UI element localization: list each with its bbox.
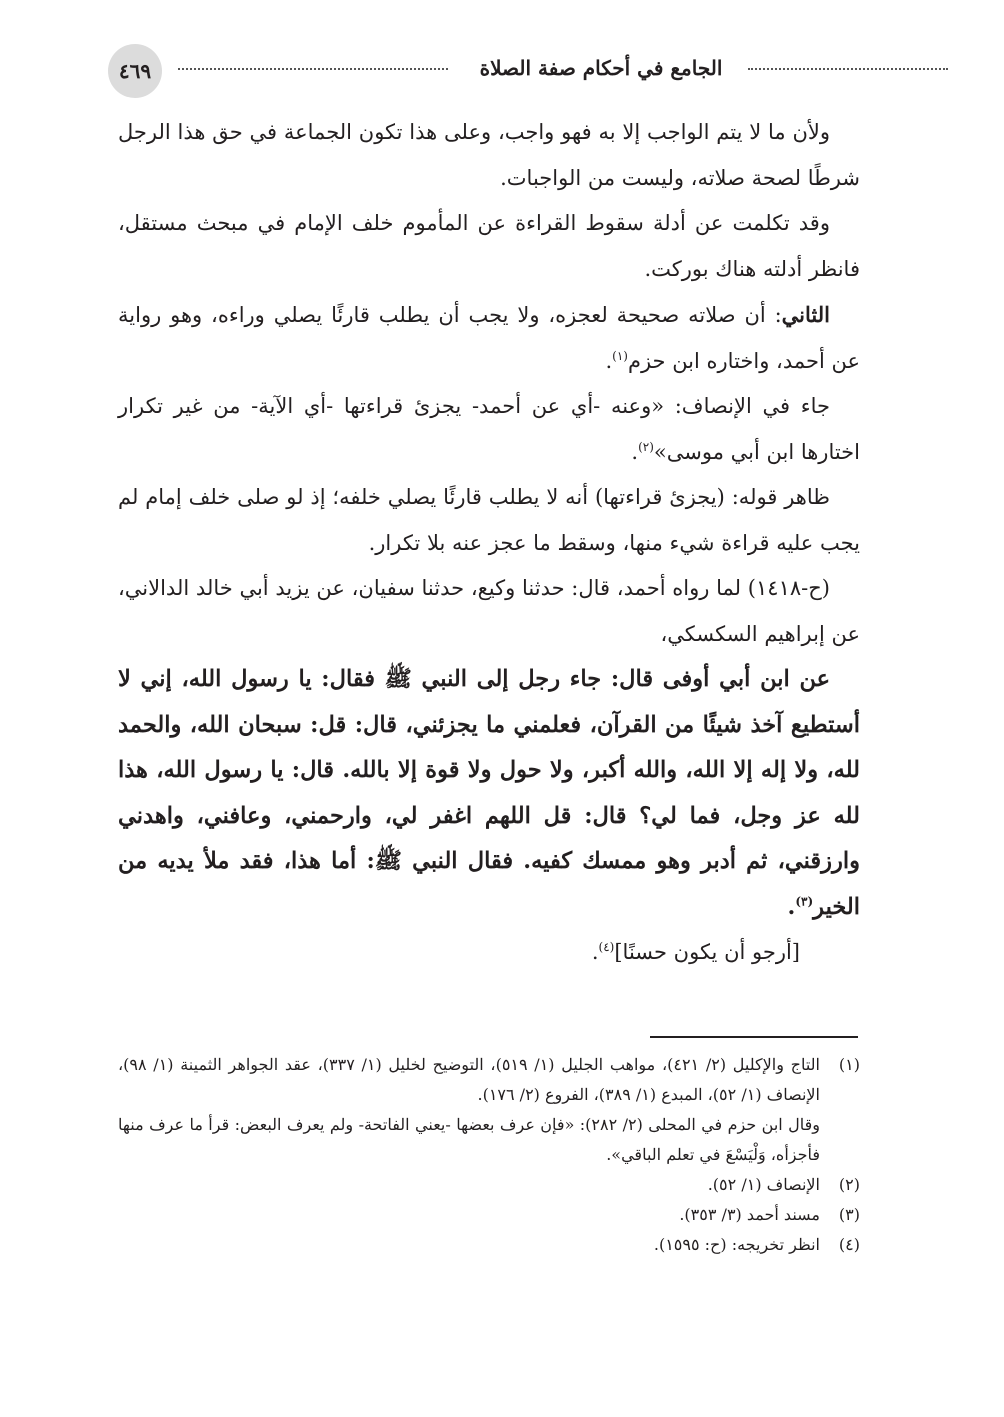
grading-end: . — [591, 940, 599, 964]
page-number: ٤٦٩ — [108, 44, 162, 98]
grading-text: [أرجو أن يكون حسنًا] — [614, 940, 800, 964]
page-header — [108, 44, 848, 100]
header-dotted-line-left — [178, 68, 448, 70]
paragraph-3-end: . — [605, 348, 613, 373]
paragraph-4-text: جاء في الإنصاف: «وعنه -أي عن أحمد- يجزئ قراءتها -أي الآية- من غير تكرار اختارها ابن أبي موسى» — [118, 394, 860, 464]
footnote-text: انظر تخريجه: (ح: ١٥٩٥). — [653, 1235, 820, 1254]
footnotes — [118, 1050, 860, 1260]
footnote-text: التاج والإكليل (٢/ ٤٢١)، مواهب الجليل (١/ ٥١٩)، التوضيح لخليل (١/ ٣٣٧)، عقد الجواهر الثمينة (١/ ٩٨)، الإنصاف (١/ ٥٢)، المبدع (١/ ٣٨٩)، الفروع (٢/ ١٧٦). — [118, 1055, 820, 1104]
footnote-number: (٣) — [838, 1205, 860, 1224]
hadith-end: . — [787, 893, 796, 920]
footnote-3 — [118, 1200, 860, 1230]
hadith-body: عن ابن أبي أوفى قال: جاء رجل إلى النبي ﷺ فقال: يا رسول الله، إني لا أستطيع آخذ شيئًا من القرآن، فعلمني ما يجزئني، قال: قل: سبحان الله، والحمد لله، ولا إله إلا الله، والله أكبر، ولا حول ولا قوة إلا بالله. قال: يا رسول الله، هذا لله عز وجل، فما لي؟ قال: قل اللهم اغفر لي، وارحمني، وعافني، واهدني وارزقني، ثم أدبر وهو ممسك كفيه. فقال النبي ﷺ: أما هذا، فقد ملأ يديه من الخير — [118, 666, 860, 920]
footnote-number: (٢) — [838, 1175, 860, 1194]
paragraph-6-isnad: (ح-١٤١٨) لما رواه أحمد، قال: حدثنا وكيع، حدثنا سفيان، عن يزيد أبي خالد الدالاني، عن إبراهيم السكسكي، — [118, 576, 860, 646]
hadith-text — [118, 657, 860, 930]
paragraph-3 — [118, 292, 860, 384]
paragraph-4-end: . — [631, 439, 639, 464]
footnote-ref-3[interactable]: (٣) — [795, 894, 814, 908]
footnote-number: (١) — [838, 1055, 860, 1074]
footnote-text: مسند أحمد (٣/ ٣٥٣). — [679, 1205, 820, 1224]
paragraph-5: ظاهر قوله: (يجزئ قراءتها) أنه لا يطلب قارئًا يصلي خلفه؛ إذ لو صلى خلف إمام لم يجب عليه قراءة شيء منها، وسقط ما عجز عنه بلا تكرار. — [118, 485, 860, 555]
hadith-grading — [118, 930, 860, 976]
footnote-ref-2[interactable]: (٢) — [638, 439, 654, 454]
footnote-1-continuation: وقال ابن حزم في المحلى (٢/ ٢٨٢): «فإن عرف بعضها -يعني الفاتحة- ولم يعرف البعض: قرأ ما عرف منها فأجزأه، وَلْيَسْعَ في تعلم الباقي». — [118, 1115, 821, 1164]
footnote-4 — [118, 1230, 860, 1260]
footnote-2 — [118, 1170, 860, 1200]
paragraph-3-text: : أن صلاته صحيحة لعجزه، ولا يجب أن يطلب قارئًا يصلي وراءه، وهو رواية عن أحمد، واختاره ابن حزم — [118, 303, 860, 373]
paragraph-2: وقد تكلمت عن أدلة سقوط القراءة عن المأموم خلف الإمام في مبحث مستقل، فانظر أدلته هناك بوركت. — [118, 211, 860, 281]
footnote-text: الإنصاف (١/ ٥٢). — [707, 1175, 820, 1194]
main-text — [118, 110, 860, 976]
footnote-number: (٤) — [838, 1235, 860, 1254]
footnote-separator — [650, 1036, 858, 1038]
footnote-ref-4[interactable]: (٤) — [598, 940, 615, 954]
footnote-ref-1[interactable]: (١) — [612, 348, 628, 363]
book-title: الجامع في أحكام صفة الصلاة — [479, 56, 723, 80]
footnote-1 — [118, 1050, 860, 1110]
second-opinion-label: الثاني — [781, 302, 830, 327]
header-dotted-line-right — [748, 68, 948, 70]
paragraph-1: ولأن ما لا يتم الواجب إلا به فهو واجب، وعلى هذا تكون الجماعة في حق هذا الرجل شرطًا لصحة صلاته، وليست من الواجبات. — [118, 120, 860, 190]
paragraph-4 — [118, 384, 860, 475]
